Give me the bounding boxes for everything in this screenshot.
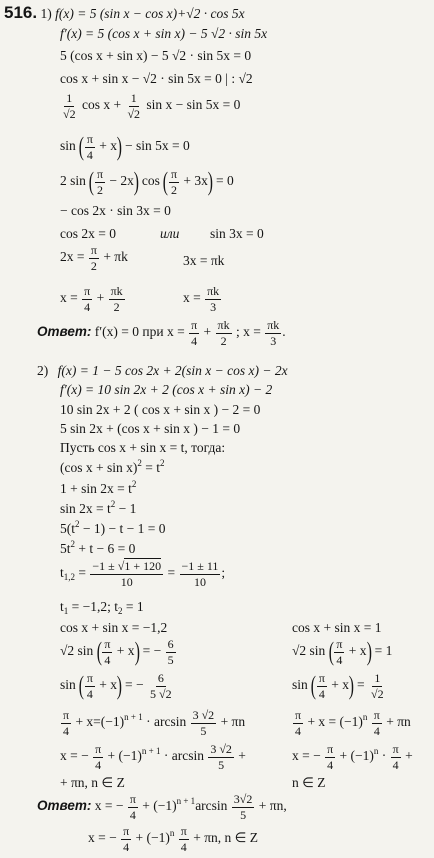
- p2-case-right-2: √2 sin ( $\frac{\pi}{4}$ + x) = 1: [292, 637, 393, 667]
- p2-answer-2: x = − $\frac{\pi}{4}$ + $(-1)^n$ $\frac{\pi}{4}$ + πn, n ∈ Z: [88, 824, 259, 854]
- p2-case-right-1: cos x + sin x = 1: [292, 620, 382, 635]
- p1-answer: Ответ: f′(x) = 0 при x = $\frac{\pi}{4}$ + $\frac{\pi k}{2}$ ; x = $\frac{\pi k}{3}$ .: [37, 318, 286, 348]
- part-2-label: 2): [37, 363, 49, 378]
- fraction: $\frac{1}{√2}$: [63, 91, 76, 121]
- p2-line-1: 2) f(x) = 1 − 5 cos 2x + 2(sin x − cos x) − 2x: [37, 363, 288, 378]
- p2-substitution: Пусть cos x + sin x = t, тогда:: [60, 440, 226, 455]
- p2-case-left-2: √2 sin ( $\frac{\pi}{4}$ + x) = − $\frac{6}{5}$: [60, 637, 174, 667]
- p2-eq-1: 10 sin 2x + 2 ( cos x + sin x ) − 2 = 0: [60, 402, 261, 417]
- problem-1-line-1: [4, 4, 245, 21]
- p2-eq-7: $5t^2 + t - 6 = 0$: [60, 539, 136, 556]
- part-1-label: 1): [40, 6, 52, 21]
- p2-case-right-5: x = − $\frac{\pi}{4}$ + $(-1)^n$ · $\frac{\pi}{4}$ +: [292, 742, 413, 772]
- p2-eq-6: $5(t^2 - 1) - t - 1 = 0$: [60, 519, 166, 536]
- p2-roots: $t_1 = -1,2$; $t_2 = 1$: [60, 599, 144, 616]
- p1-cases-2: 2x = $\frac{\pi}{2}$ + πk 3x = πk: [60, 243, 225, 273]
- p2-eq-3: (cos $x + \sin x)^2 = t^2$: [60, 458, 165, 475]
- p2-case-left-5: x = − $\frac{\pi}{4}$ + $(-1)^{n + 1} \cdot \arcsin$ $\frac{3 √2}{5}$ +: [60, 742, 246, 772]
- p1-equation-4: sin ( $\frac{\pi}{4}$ + x) − sin 5x = 0: [60, 132, 190, 162]
- p2-eq-2: 5 sin 2x + (cos x + sin x ) − 1 = 0: [60, 421, 241, 436]
- p2-case-left-3: sin ( $\frac{\pi}{4}$ + x) = − $\frac{6}{5 √2}$: [60, 671, 172, 701]
- p1-equation-5: 2 sin ( $\frac{\pi}{2}$ − 2x) cos ( $\frac{\pi}{2}$ + 3x) = 0: [60, 167, 234, 197]
- p2-case-right-6: n ∈ Z: [292, 775, 326, 790]
- p1-equation-6: − cos 2x · sin 3x = 0: [60, 203, 171, 218]
- p2-case-left-1: cos x + sin x = −1,2: [60, 620, 168, 635]
- p1-equation-1: 5 (cos x + sin x) − 5 √2 · sin 5x = 0: [60, 48, 252, 63]
- p1-equation-3: $\frac{1}{√2}$ cos x + $\frac{1}{√2}$ sin x − sin 5x = 0: [63, 91, 241, 121]
- p2-derivative: f′(x) = 10 sin 2x + 2 (cos x + sin x) − 2: [60, 382, 273, 397]
- p2-eq-5: $\sin 2x = t^2 - 1$: [60, 499, 137, 516]
- p1-equation-2: cos x + sin x − √2 · sin 5x = 0 | : √2: [60, 71, 253, 86]
- p2-case-right-4: $\frac{\pi}{4}$ + $x = (-1)^n$ $\frac{\pi}{4}$ + πn: [295, 708, 411, 738]
- p2-eq-4: $1 + \sin 2x = t^2$: [60, 479, 137, 496]
- p2-case-left-4: $\frac{\pi}{4}$ + $x=(-1)^{n + 1} \cdot \arcsin$ $\frac{3 √2}{5}$ + πn: [63, 708, 246, 738]
- p1-derivative: f′(x) = 5 (cos x + sin x) − 5 √2 · sin 5x: [60, 26, 268, 41]
- p2-case-right-3: sin ( $\frac{\pi}{4}$ + x) = $\frac{1}{√2}$: [292, 671, 384, 701]
- p1-cases: cos 2x = 0 или sin 3x = 0: [60, 226, 264, 241]
- problem-number: 516.: [4, 3, 38, 22]
- p2-answer: Ответ: x = − $\frac{\pi}{4}$ + $(-1)^{n + 1}\arcsin$ $\frac{3√2}{5}$ + πn,: [37, 792, 287, 822]
- p1-function: f(x) = 5 (sin x − cos x)+√2 · cos 5x: [55, 6, 245, 21]
- fraction: $\frac{1}{√2}$: [127, 91, 141, 121]
- p2-roots-formula: $t_{1,2}$ = $\frac{-1 \pm √1 + 120}{10}$ = $\frac{-1 \pm 11}{10}$ ;: [60, 559, 226, 589]
- p2-case-left-6: + πn, n ∈ Z: [60, 775, 125, 790]
- p1-cases-3: x = $\frac{\pi}{4}$ + $\frac{\pi k}{2}$ x = $\frac{\pi k}{3}$: [60, 284, 220, 314]
